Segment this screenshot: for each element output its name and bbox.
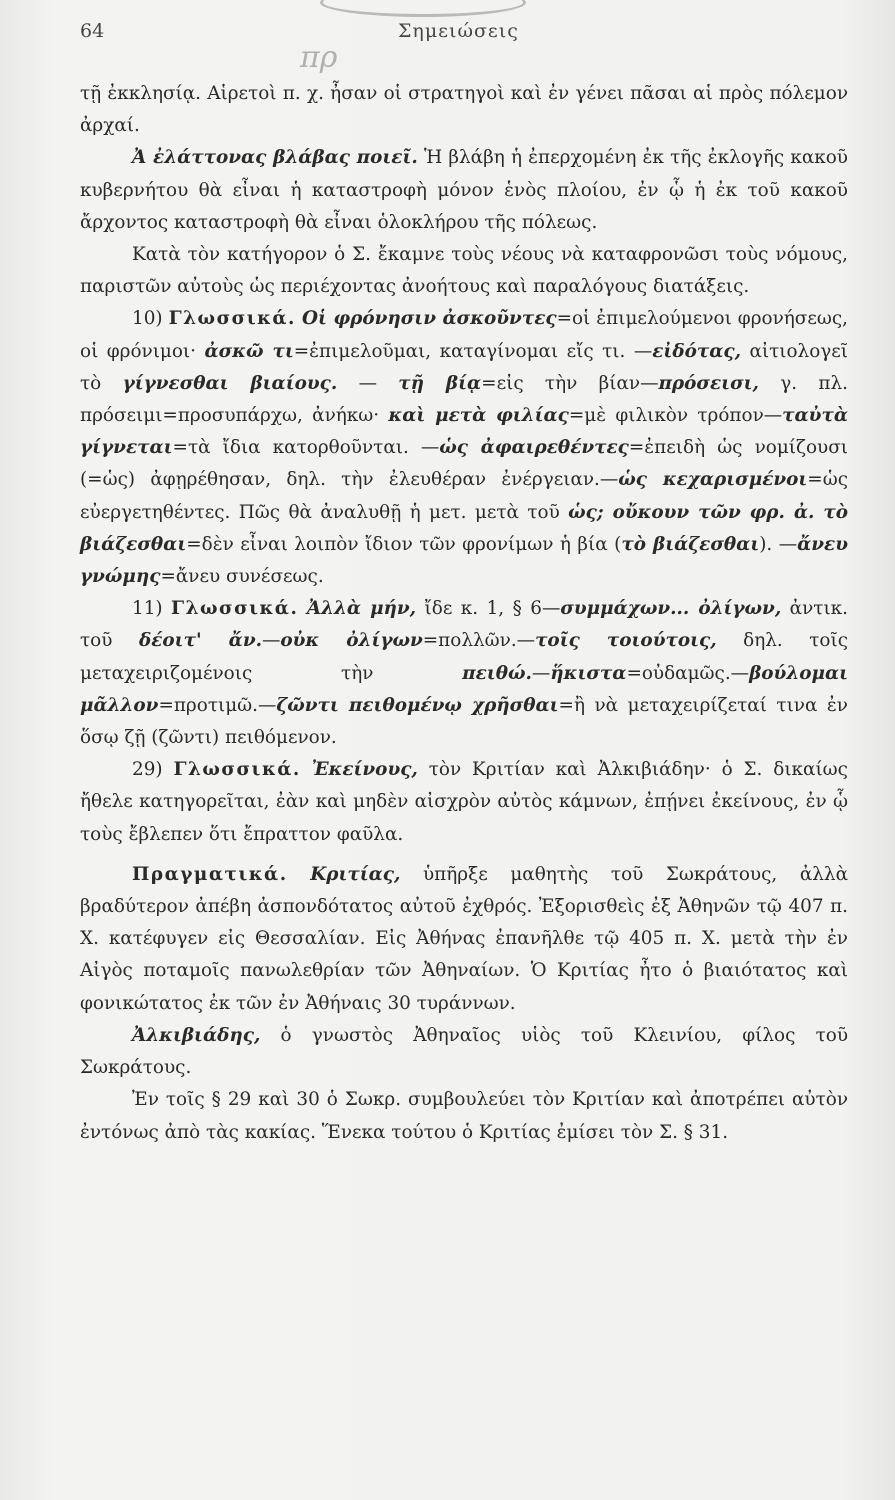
lemma-term: Ἐκείνους, — [311, 759, 418, 781]
lemma-term: ἄνευ γνώμης — [80, 533, 848, 588]
text-run: =ὡς εὐεργετηθέντες. Πῶς θὰ ἀναλυθῇ ἡ μετ. μετὰ τοῦ — [80, 469, 849, 523]
text-run: ). — — [759, 533, 798, 555]
lemma-term: Ἀ ἐλάττονας βλάβας ποιεῖ. — [132, 147, 418, 169]
text-run: =δὲν εἶναι λοιπὸν ἴδιον τῶν φρονίμων ἡ βία ( — [186, 533, 622, 555]
page-header — [80, 20, 837, 50]
text-run: ἀντικ. τοῦ — [80, 598, 849, 652]
section-heading: Πραγματικά. — [132, 863, 288, 885]
lemma-term: ταὐτὰ γίγνεται — [80, 405, 848, 459]
text-run: 11) — [132, 598, 172, 620]
body-text — [80, 78, 848, 1149]
lemma-term: τοῖς τοιούτοις, — [535, 630, 717, 652]
lemma-term: Ἀλλὰ μήν, — [306, 598, 417, 620]
lemma-term: οὐκ ὀλίγων — [280, 630, 423, 652]
text-run: γ. πλ. πρόσειμι=προσυπάρχω, ἀνήκω· — [80, 372, 848, 427]
text-run: =ἐπιμελοῦμαι, καταγίνομαι εἴς τι. — — [293, 340, 653, 362]
lemma-term: Οἱ φρόνησιν ἀσκοῦντες — [301, 308, 557, 330]
lemma-term: ὡς κεχαρισμένοι — [618, 469, 808, 491]
lemma-term: ὡς ἀφαιρεθέντες — [439, 437, 629, 459]
text-run — [301, 759, 312, 780]
paragraph-p2 — [80, 142, 848, 239]
section-heading: Γλωσσικά. — [173, 759, 301, 781]
text-run: =ἢ νὰ μεταχειρίζεταί τινα ἐν ὅσῳ ζῇ (ζῶντι) πειθόμενον. — [80, 694, 848, 749]
text-run: — — [337, 372, 399, 394]
text-run: =εἰς τὴν βίαν— — [481, 372, 659, 394]
lemma-term: ἥκιστα — [550, 662, 627, 684]
text-run: =ἄνευ συνέσεως. — [160, 566, 324, 588]
lemma-term: συμμάχων... ὀλίγων, — [560, 598, 782, 620]
paragraph-p5 — [80, 593, 848, 754]
text-run — [298, 598, 306, 619]
page-number: 64 — [80, 20, 105, 42]
lemma-term: καὶ μετὰ φιλίας — [388, 405, 569, 427]
text-run: — — [262, 630, 281, 652]
lemma-term: βούλομαι μᾶλλον — [80, 662, 848, 716]
lemma-term: τὸ βιάζεσθαι — [621, 533, 760, 555]
section-heading: Γλωσσικά. — [171, 598, 299, 620]
lemma-term: δέοιτ' ἄν. — [138, 630, 262, 652]
text-run: ἴδε κ. 1, § 6— — [416, 598, 561, 620]
text-run: 29) — [132, 759, 174, 781]
text-run: =οἱ ἐπιμελούμενοι φρονήσεως, οἱ φρόνιμοι· — [80, 308, 848, 362]
paragraph-p8 — [80, 1020, 848, 1084]
lemma-term: πρόσεισι, — [658, 372, 759, 394]
paragraph-gap — [80, 851, 848, 859]
paragraph-p7 — [80, 859, 848, 1020]
text-run: δηλ. τοῖς μεταχειριζομένοις τὴν — [80, 630, 848, 684]
section-heading: Γλωσσικά. — [168, 308, 296, 330]
text-run — [288, 864, 311, 885]
paragraph-p9 — [80, 1084, 848, 1148]
lemma-term: Κριτίας, — [310, 863, 401, 885]
lemma-term: Ἀλκιβιάδης, — [132, 1024, 261, 1046]
lemma-term: εἰδότας, — [652, 340, 741, 362]
text-run: Κατὰ τὸν κατήγορον ὁ Σ. ἔκαμνε τοὺς νέους νὰ καταφρονῶσι τοὺς νόμους, παριστῶν αὐτοὺς ὡς περιέχοντας ἀνοήτους καὶ παραλόγους διατάξεις. — [80, 244, 848, 298]
handwritten-mark: πρ — [300, 40, 338, 75]
lemma-term: ὡς; οὔκουν τῶν φρ. ἀ. τὸ βιάζεσθαι — [80, 501, 848, 555]
lemma-term: ἀσκῶ τι — [204, 340, 294, 362]
text-run: =ἐπειδὴ ὡς νομίζουσι (=ὡς) ἀφῃρέθησαν, δηλ. τὴν ἐλευθέραν ἐνέργειαν.— — [80, 437, 848, 491]
text-run: ὁ γνωστὸς Ἀθηναῖος υἱὸς τοῦ Κλεινίου, φίλος τοῦ Σωκράτους. — [80, 1024, 848, 1079]
paragraph-p6 — [80, 754, 848, 851]
lemma-term: ζῶντι πειθομένῳ χρῆσθαι — [276, 694, 559, 716]
text-run: =μὲ φιλικὸν τρόπον— — [568, 405, 783, 427]
text-run: 10) — [132, 308, 169, 330]
text-run: =οὐδαμῶς.— — [626, 662, 750, 684]
lemma-term: γίγνεσθαι βιαίους. — [122, 372, 338, 394]
paragraph-p1 — [80, 78, 848, 142]
lemma-term: τῇ βίᾳ — [398, 372, 482, 394]
text-run: =πολλῶν.— — [422, 630, 536, 652]
paragraph-p3 — [80, 239, 848, 303]
text-run: αἰτιολογεῖ τὸ — [80, 340, 848, 394]
lemma-term: πειθώ. — [462, 662, 532, 684]
text-run: =προτιμῶ.— — [158, 694, 277, 716]
text-run: Ἐν τοῖς § 29 καὶ 30 ὁ Σωκρ. συμβουλεύει τὸν Κριτίαν καὶ ἀποτρέπει αὐτὸν ἐντόνως ἀπὸ τὰς κακίας. Ἕνεκα τούτου ὁ Κριτίας ἐμίσει τὸν Σ. § 31. — [80, 1089, 848, 1143]
running-title: Σημειώσεις — [398, 20, 519, 42]
text-run: ὑπῆρξε μαθητὴς τοῦ Σωκράτους, ἀλλὰ βραδύτερον ἀπέβη ἀσπονδότατος αὐτοῦ ἐχθρός. Ἐξορισθεὶς ἐξ Ἀθηνῶν τῷ 407 π. Χ. κατέφυγεν εἰς Θεσσαλίαν. Εἰς Ἀθήνας ἐπανῆλθε τῷ 405 π. Χ. μετὰ τὴν ἐν Αἰγὸς ποταμοῖς πανωλεθρίαν τῶν Ἀθηναίων. Ὁ Κριτίας ἦτο ὁ βιαιότατος καὶ φονικώτατος ἐκ τῶν ἐν Ἀθήναις 30 τυράννων. — [80, 863, 848, 1014]
paragraph-p4 — [80, 303, 848, 593]
text-run: τὸν Κριτίαν καὶ Ἀλκιβιάδην· ὁ Σ. δικαίως ἤθελε κατηγορεῖται, ἐὰν καὶ μηδὲν αἰσχρὸν αὐτὸς κάμνων, ἐπῄνει ἐκείνους, ἐν ᾧ τοὺς ἔβλεπεν ὅτι ἔπραττον φαῦλα. — [80, 759, 848, 845]
ink-stamp-arc — [320, 0, 526, 17]
text-run: =τὰ ἴδια κατορθοῦνται. — — [172, 437, 440, 459]
text-run: Ἡ βλάβη ἡ ἐπερχομένη ἐκ τῆς ἐκλογῆς κακοῦ κυβερνήτου θὰ εἶναι ἡ καταστροφὴ μόνον ἑνὸς πλοίου, ἐν ᾧ ἡ ἐκ τοῦ κακοῦ ἄρχοντος καταστροφὴ θὰ εἶναι ὁλοκλήρου τῆς πόλεως. — [80, 147, 848, 233]
text-run: τῇ ἐκκλησίᾳ. Αἱρετοὶ π. χ. ἦσαν οἱ στρατηγοὶ καὶ ἐν γένει πᾶσαι αἱ πρὸς πόλεμον ἀρχαί. — [80, 83, 848, 137]
text-run: — — [531, 662, 551, 684]
